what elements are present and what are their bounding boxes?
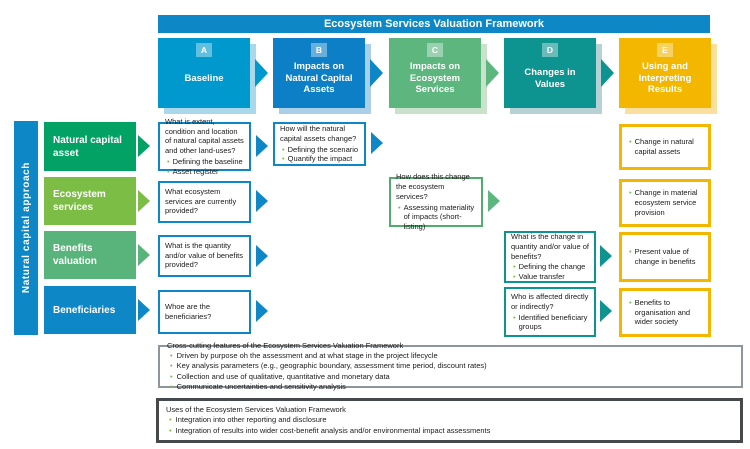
- bullet-icon: •: [629, 137, 632, 147]
- footer-title: Uses of the Ecosystem Services Valuation Framework: [166, 405, 346, 415]
- stage-box-baseline: [158, 38, 250, 108]
- bullet-icon: •: [170, 361, 173, 371]
- arrow-right-icon: [138, 244, 150, 266]
- arrow-right-icon: [255, 59, 268, 87]
- question-box-affected: [504, 287, 596, 337]
- arrow-right-icon: [600, 245, 612, 267]
- bullet-icon: •: [629, 247, 632, 257]
- bullet-item: • Quantify the impact: [282, 154, 353, 164]
- row-label-beneficiaries: Beneficiaries: [44, 286, 136, 334]
- bullet-item: • Defining the change: [513, 262, 586, 272]
- footer-title: Cross-cutting features of the Ecosystem Services Valuation Framework: [167, 341, 404, 351]
- uses-of-framework-box: [156, 398, 743, 443]
- bullet-icon: •: [170, 371, 173, 381]
- arrow-right-icon: [601, 59, 614, 87]
- question-box-quantity-value: [158, 235, 251, 277]
- arrow-right-icon: [600, 300, 612, 322]
- question-box-assets-change: [273, 122, 366, 166]
- bullet-item: • Defining the baseline: [167, 156, 243, 166]
- question-text: What is the quantity and/or value of benefits provided?: [165, 240, 243, 270]
- framework-title: Ecosystem Services Valuation Framework: [323, 18, 545, 30]
- bullet-icon: •: [629, 188, 632, 198]
- cross-cutting-features-box: [158, 341, 743, 391]
- stage-letter-badge: A: [196, 43, 212, 57]
- result-box-present-value: [619, 232, 711, 282]
- bullet-item: • Key analysis parameters (e.g., geographic boundary, assessment time period, discount rates): [170, 361, 487, 371]
- bullet-item: • Integration into other reporting and disclosure: [169, 415, 327, 425]
- stage-box-using-results: [619, 38, 711, 108]
- arrow-right-icon: [488, 190, 500, 212]
- bullet-item: • Value transfer: [513, 272, 565, 282]
- stage-label: Impacts on Ecosystem Services: [409, 60, 461, 96]
- bullet-icon: •: [170, 351, 173, 361]
- bullet-item: • Integration of results into wider cost-benefit analysis and/or environmental impact assessments: [169, 425, 491, 435]
- arrow-right-icon: [256, 135, 268, 157]
- bullet-item: • Communicate uncertainties and sensitivity analysis: [170, 381, 346, 391]
- question-box-baseline-asset: [158, 116, 251, 176]
- arrow-right-icon: [138, 135, 150, 157]
- stage-box-impacts-ecosystem-services: [389, 38, 481, 108]
- bullet-icon: •: [167, 166, 170, 176]
- stage-label: Using and Interpreting Results: [638, 60, 692, 96]
- bullet-item: • Benefits to organisation and wider society: [629, 297, 691, 327]
- question-text: How does this change the ecosystem services?: [396, 172, 470, 201]
- stage-label: Changes in Values: [524, 66, 576, 90]
- bullet-icon: •: [169, 415, 172, 425]
- bullet-icon: •: [629, 297, 632, 307]
- arrow-right-icon: [370, 59, 383, 87]
- stage-label: Baseline: [184, 72, 224, 84]
- bullet-icon: •: [513, 312, 516, 322]
- bullet-item: • Identified beneficiary groups: [513, 312, 588, 332]
- arrow-right-icon: [486, 59, 499, 87]
- row-label-ecosystem-services: Ecosystem services: [44, 177, 136, 225]
- question-text: Who is affected directly or indirectly?: [511, 292, 589, 311]
- question-box-beneficiaries: [158, 290, 251, 334]
- bullet-icon: •: [170, 381, 173, 391]
- bullet-item: • Change in natural capital assets: [629, 137, 694, 156]
- bullet-item: • Asset register: [167, 166, 219, 176]
- question-text: What is the change in quantity and/or value of benefits?: [511, 232, 589, 261]
- question-box-ecosystem-services: [158, 181, 251, 223]
- question-text: What is extent, condition and location of natural capital assets and other land-uses?: [165, 116, 244, 155]
- row-label-natural-capital-asset: Natural capital asset: [44, 122, 136, 171]
- stage-letter-badge: B: [311, 43, 327, 57]
- bullet-icon: •: [282, 154, 285, 164]
- bullet-item: • Defining the scenario: [282, 144, 359, 154]
- bullet-item: • Present value of change in benefits: [629, 247, 696, 266]
- bullet-icon: •: [513, 272, 516, 282]
- natural-capital-approach-bar: [14, 121, 38, 335]
- result-box-change-assets: [619, 124, 711, 170]
- arrow-right-icon: [138, 299, 150, 321]
- arrow-right-icon: [256, 245, 268, 267]
- stage-box-changes-in-values: [504, 38, 596, 108]
- stage-box-impacts-natural-capital: [273, 38, 365, 108]
- bullet-icon: •: [169, 425, 172, 435]
- result-box-benefits-society: [619, 288, 711, 337]
- question-box-change-benefits: [504, 231, 596, 283]
- question-text: How will the natural capital assets change?: [280, 124, 357, 143]
- question-text: What ecosystem services are currently provided?: [165, 186, 237, 216]
- row-label-benefits-valuation: Benefits valuation: [44, 231, 136, 279]
- arrow-right-icon: [371, 132, 383, 154]
- vertical-bar-label: Natural capital approach: [20, 162, 32, 294]
- bullet-item: • Assessing materiality of impacts (short-listing): [398, 202, 475, 231]
- stage-letter-badge: E: [657, 43, 673, 57]
- arrow-right-icon: [138, 190, 150, 212]
- bullet-item: • Change in material ecosystem service provision: [629, 188, 698, 217]
- bullet-icon: •: [513, 262, 516, 272]
- question-box-change-ecosystem-services: [389, 172, 483, 231]
- arrow-right-icon: [256, 190, 268, 212]
- question-text: Whoe are the beneficiaries?: [165, 301, 212, 321]
- stage-letter-badge: C: [427, 43, 443, 57]
- stage-letter-badge: D: [542, 43, 558, 57]
- bullet-icon: •: [167, 156, 170, 166]
- bullet-icon: •: [398, 202, 401, 212]
- result-box-change-provision: [619, 179, 711, 227]
- arrow-right-icon: [256, 300, 268, 322]
- bullet-item: • Driven by purpose oh the assessment and at what stage in the project lifecycle: [170, 351, 438, 361]
- framework-title-bar: [158, 15, 710, 33]
- bullet-icon: •: [282, 144, 285, 154]
- stage-label: Impacts on Natural Capital Assets: [285, 60, 353, 96]
- bullet-item: • Collection and use of qualitative, quantitative and monetary data: [170, 371, 390, 381]
